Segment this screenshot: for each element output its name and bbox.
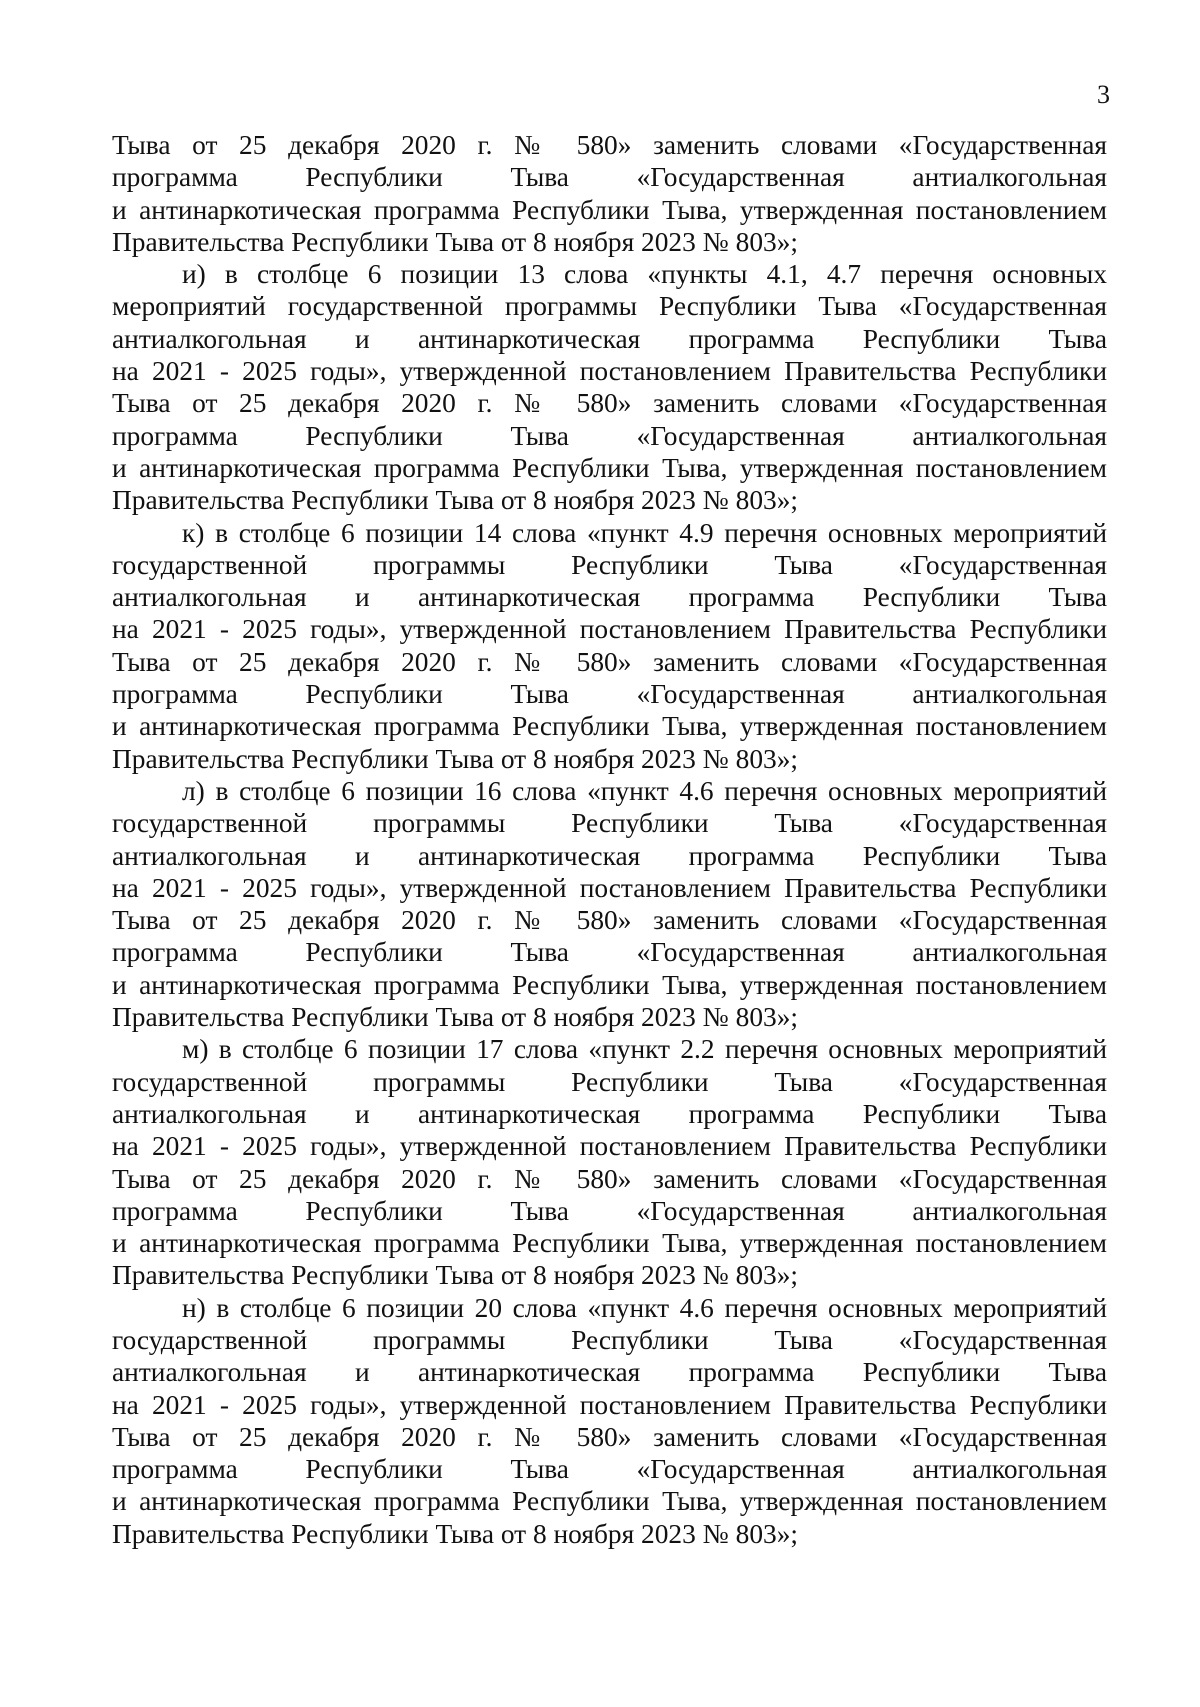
paragraph-item-k xyxy=(112,517,1107,775)
paragraph-continuation xyxy=(112,129,1107,258)
text-line: и антинаркотическая программа Республики Тыва, утвержденная постановлением xyxy=(112,1228,1107,1259)
text-line: на 2021 - 2025 годы», утвержденной постановлением Правительства Республики xyxy=(112,1131,1107,1162)
text-line: на 2021 - 2025 годы», утвержденной постановлением Правительства Республики xyxy=(112,872,1107,903)
text-line: антиалкогольная и антинаркотическая программа Республики Тыва xyxy=(112,1357,1107,1388)
text-line: и антинаркотическая программа Республики Тыва, утвержденная постановлением xyxy=(112,1486,1107,1517)
text-line: к) в столбце 6 позиции 14 слова «пункт 4.9 перечня основных мероприятий xyxy=(182,517,1107,548)
text-line: программа Республики Тыва «Государственная антиалкогольная xyxy=(112,420,1107,451)
text-line: Правительства Республики Тыва от 8 ноября 2023 № 803»; xyxy=(112,226,799,257)
text-line: антиалкогольная и антинаркотическая программа Республики Тыва xyxy=(112,840,1107,871)
page-number: 3 xyxy=(1097,80,1110,109)
text-line: на 2021 - 2025 годы», утвержденной постановлением Правительства Республики xyxy=(112,1389,1107,1420)
text-line: м) в столбце 6 позиции 17 слова «пункт 2.2 перечня основных мероприятий xyxy=(182,1034,1107,1065)
text-line: л) в столбце 6 позиции 16 слова «пункт 4.6 перечня основных мероприятий xyxy=(182,775,1107,806)
text-line: Тыва от 25 декабря 2020 г. № 580» заменить словами «Государственная xyxy=(112,1163,1107,1194)
text-line: и антинаркотическая программа Республики Тыва, утвержденная постановлением xyxy=(112,194,1107,225)
paragraph-item-l xyxy=(112,775,1107,1033)
text-line: программа Республики Тыва «Государственная антиалкогольная xyxy=(112,679,1107,710)
text-line: антиалкогольная и антинаркотическая программа Республики Тыва xyxy=(112,1098,1107,1129)
text-line: Тыва от 25 декабря 2020 г. № 580» заменить словами «Государственная xyxy=(112,646,1107,677)
text-line: антиалкогольная и антинаркотическая программа Республики Тыва xyxy=(112,582,1107,613)
text-line: программа Республики Тыва «Государственная антиалкогольная xyxy=(112,1454,1107,1485)
text-line: государственной программы Республики Тыва «Государственная xyxy=(112,1324,1107,1355)
text-line: на 2021 - 2025 годы», утвержденной постановлением Правительства Республики xyxy=(112,614,1107,645)
text-line: и антинаркотическая программа Республики Тыва, утвержденная постановлением xyxy=(112,711,1107,742)
text-line: и антинаркотическая программа Республики Тыва, утвержденная постановлением xyxy=(112,452,1107,483)
paragraph-item-i xyxy=(112,258,1107,516)
text-line: н) в столбце 6 позиции 20 слова «пункт 4.6 перечня основных мероприятий xyxy=(182,1292,1107,1323)
text-line: Тыва от 25 декабря 2020 г. № 580» заменить словами «Государственная xyxy=(112,130,1107,160)
text-line: программа Республики Тыва «Государственная антиалкогольная xyxy=(112,1195,1107,1226)
text-line: Правительства Республики Тыва от 8 ноября 2023 № 803»; xyxy=(112,1260,799,1291)
text-line: антиалкогольная и антинаркотическая программа Республики Тыва xyxy=(112,323,1107,354)
text-line: и антинаркотическая программа Республики Тыва, утвержденная постановлением xyxy=(112,969,1107,1000)
text-line: программа Республики Тыва «Государственная антиалкогольная xyxy=(112,162,1107,193)
text-line: Тыва от 25 декабря 2020 г. № 580» заменить словами «Государственная xyxy=(112,388,1107,419)
paragraph-item-n xyxy=(112,1292,1107,1550)
paragraph-item-m xyxy=(112,1033,1107,1291)
text-line: программа Республики Тыва «Государственная антиалкогольная xyxy=(112,937,1107,968)
text-line: Тыва от 25 декабря 2020 г. № 580» заменить словами «Государственная xyxy=(112,1421,1107,1452)
text-line: Правительства Республики Тыва от 8 ноября 2023 № 803»; xyxy=(112,1518,799,1549)
document-body xyxy=(112,129,1107,1550)
text-line: государственной программы Республики Тыва «Государственная xyxy=(112,549,1107,580)
text-line: Правительства Республики Тыва от 8 ноября 2023 № 803»; xyxy=(112,1002,799,1033)
text-line: Правительства Республики Тыва от 8 ноября 2023 № 803»; xyxy=(112,743,799,774)
text-line: Тыва от 25 декабря 2020 г. № 580» заменить словами «Государственная xyxy=(112,905,1107,936)
text-line: государственной программы Республики Тыва «Государственная xyxy=(112,1066,1107,1097)
text-line: Правительства Республики Тыва от 8 ноября 2023 № 803»; xyxy=(112,485,799,516)
text-line: на 2021 - 2025 годы», утвержденной постановлением Правительства Республики xyxy=(112,356,1107,387)
text-line: мероприятий государственной программы Республики Тыва «Государственная xyxy=(112,291,1107,322)
text-line: государственной программы Республики Тыва «Государственная xyxy=(112,808,1107,839)
text-line: и) в столбце 6 позиции 13 слова «пункты 4.1, 4.7 перечня основных xyxy=(182,259,1107,290)
